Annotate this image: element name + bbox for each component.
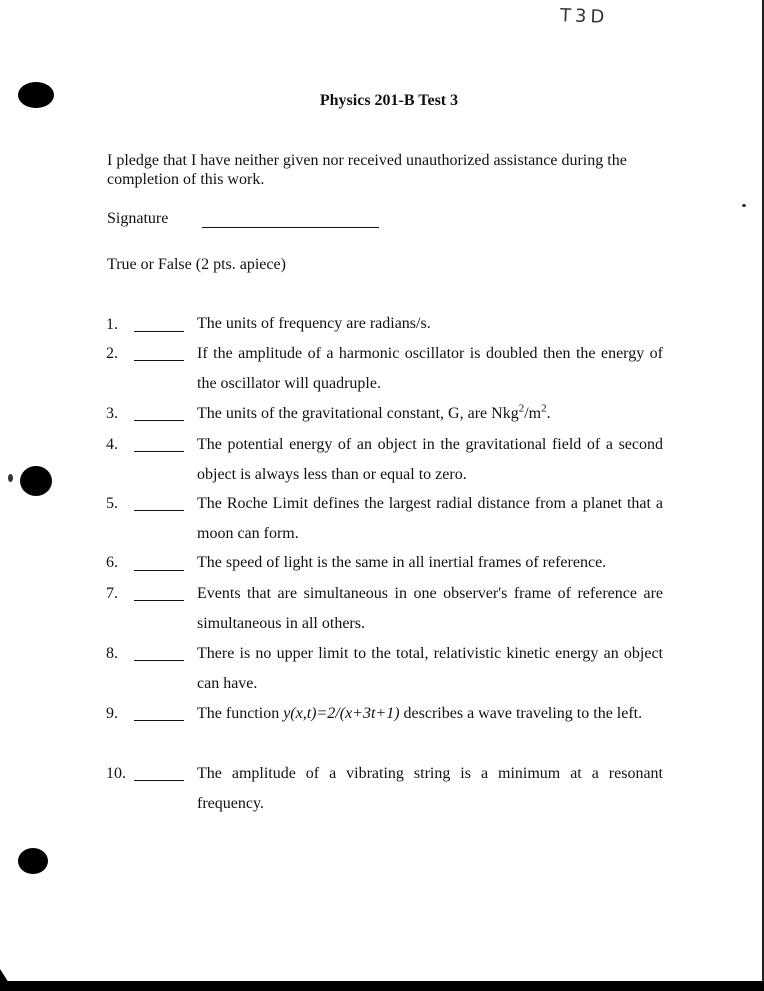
question-number: 2. — [106, 345, 118, 362]
superscript: 2 — [541, 402, 547, 415]
question-text — [197, 699, 663, 729]
question-text-part: The units of the gravitational constant, G, are Nkg — [197, 405, 519, 422]
answer-blank[interactable] — [134, 720, 184, 721]
question-text: The potential energy of an object in the gravitational field of a second object is always less than or equal to zero. — [197, 436, 663, 483]
question-text-part: /m — [524, 405, 542, 422]
question-number: 5. — [106, 495, 118, 512]
signature-label: Signature — [107, 210, 169, 227]
question-text: Events that are simultaneous in one observer's frame of reference are simultaneous in all others. — [197, 585, 663, 632]
punch-hole — [18, 848, 48, 874]
punch-hole — [20, 466, 52, 496]
question-text-part: describes a wave traveling to the left. — [399, 705, 643, 722]
answer-blank[interactable] — [134, 570, 184, 571]
question-number: 3. — [106, 405, 118, 422]
question-number: 4. — [106, 436, 118, 453]
question-number: 9. — [106, 705, 118, 722]
question-text: If the amplitude of a harmonic oscillator is doubled then the energy of the oscillator will quadruple. — [197, 345, 663, 392]
scan-speck — [8, 474, 13, 482]
handwritten-mark: T3D — [559, 5, 609, 28]
question-number: 7. — [106, 585, 118, 602]
question-text: The amplitude of a vibrating string is a minimum at a resonant frequency. — [197, 765, 663, 812]
answer-blank[interactable] — [134, 660, 184, 661]
question-text-part: The function — [197, 705, 284, 722]
question-number: 6. — [106, 554, 118, 571]
question-text: The speed of light is the same in all inertial frames of reference. — [197, 554, 607, 571]
question-text: The units of frequency are radians/s. — [197, 315, 431, 332]
question-text: There is no upper limit to the total, relativistic kinetic energy an object can have. — [197, 645, 663, 692]
answer-blank[interactable] — [134, 360, 184, 361]
answer-blank[interactable] — [134, 780, 184, 781]
answer-blank[interactable] — [134, 510, 184, 511]
wave-function-formula: y(x,t)=2/(x+3t+1) — [283, 705, 400, 722]
question-text: The Roche Limit defines the largest radial distance from a planet that a moon can form. — [197, 495, 663, 542]
pledge-statement: I pledge that I have neither given nor received unauthorized assistance during the completion of this work. — [107, 152, 627, 188]
answer-blank[interactable] — [134, 331, 184, 332]
question-number: 1. — [106, 316, 118, 333]
section-heading: True or False (2 pts. apiece) — [107, 256, 286, 273]
question-text — [197, 399, 663, 429]
question-number: 10. — [106, 765, 126, 782]
superscript: 2 — [518, 402, 525, 415]
answer-blank[interactable] — [134, 420, 184, 421]
answer-blank[interactable] — [134, 600, 184, 601]
page-title: Physics 201-B Test 3 — [319, 92, 459, 109]
question-text-part: . — [546, 405, 551, 422]
answer-blank[interactable] — [134, 451, 184, 452]
scan-speck — [742, 204, 746, 207]
signature-field[interactable] — [202, 227, 379, 228]
question-number: 8. — [106, 645, 118, 662]
scan-corner — [0, 969, 14, 991]
scan-border — [0, 981, 764, 991]
